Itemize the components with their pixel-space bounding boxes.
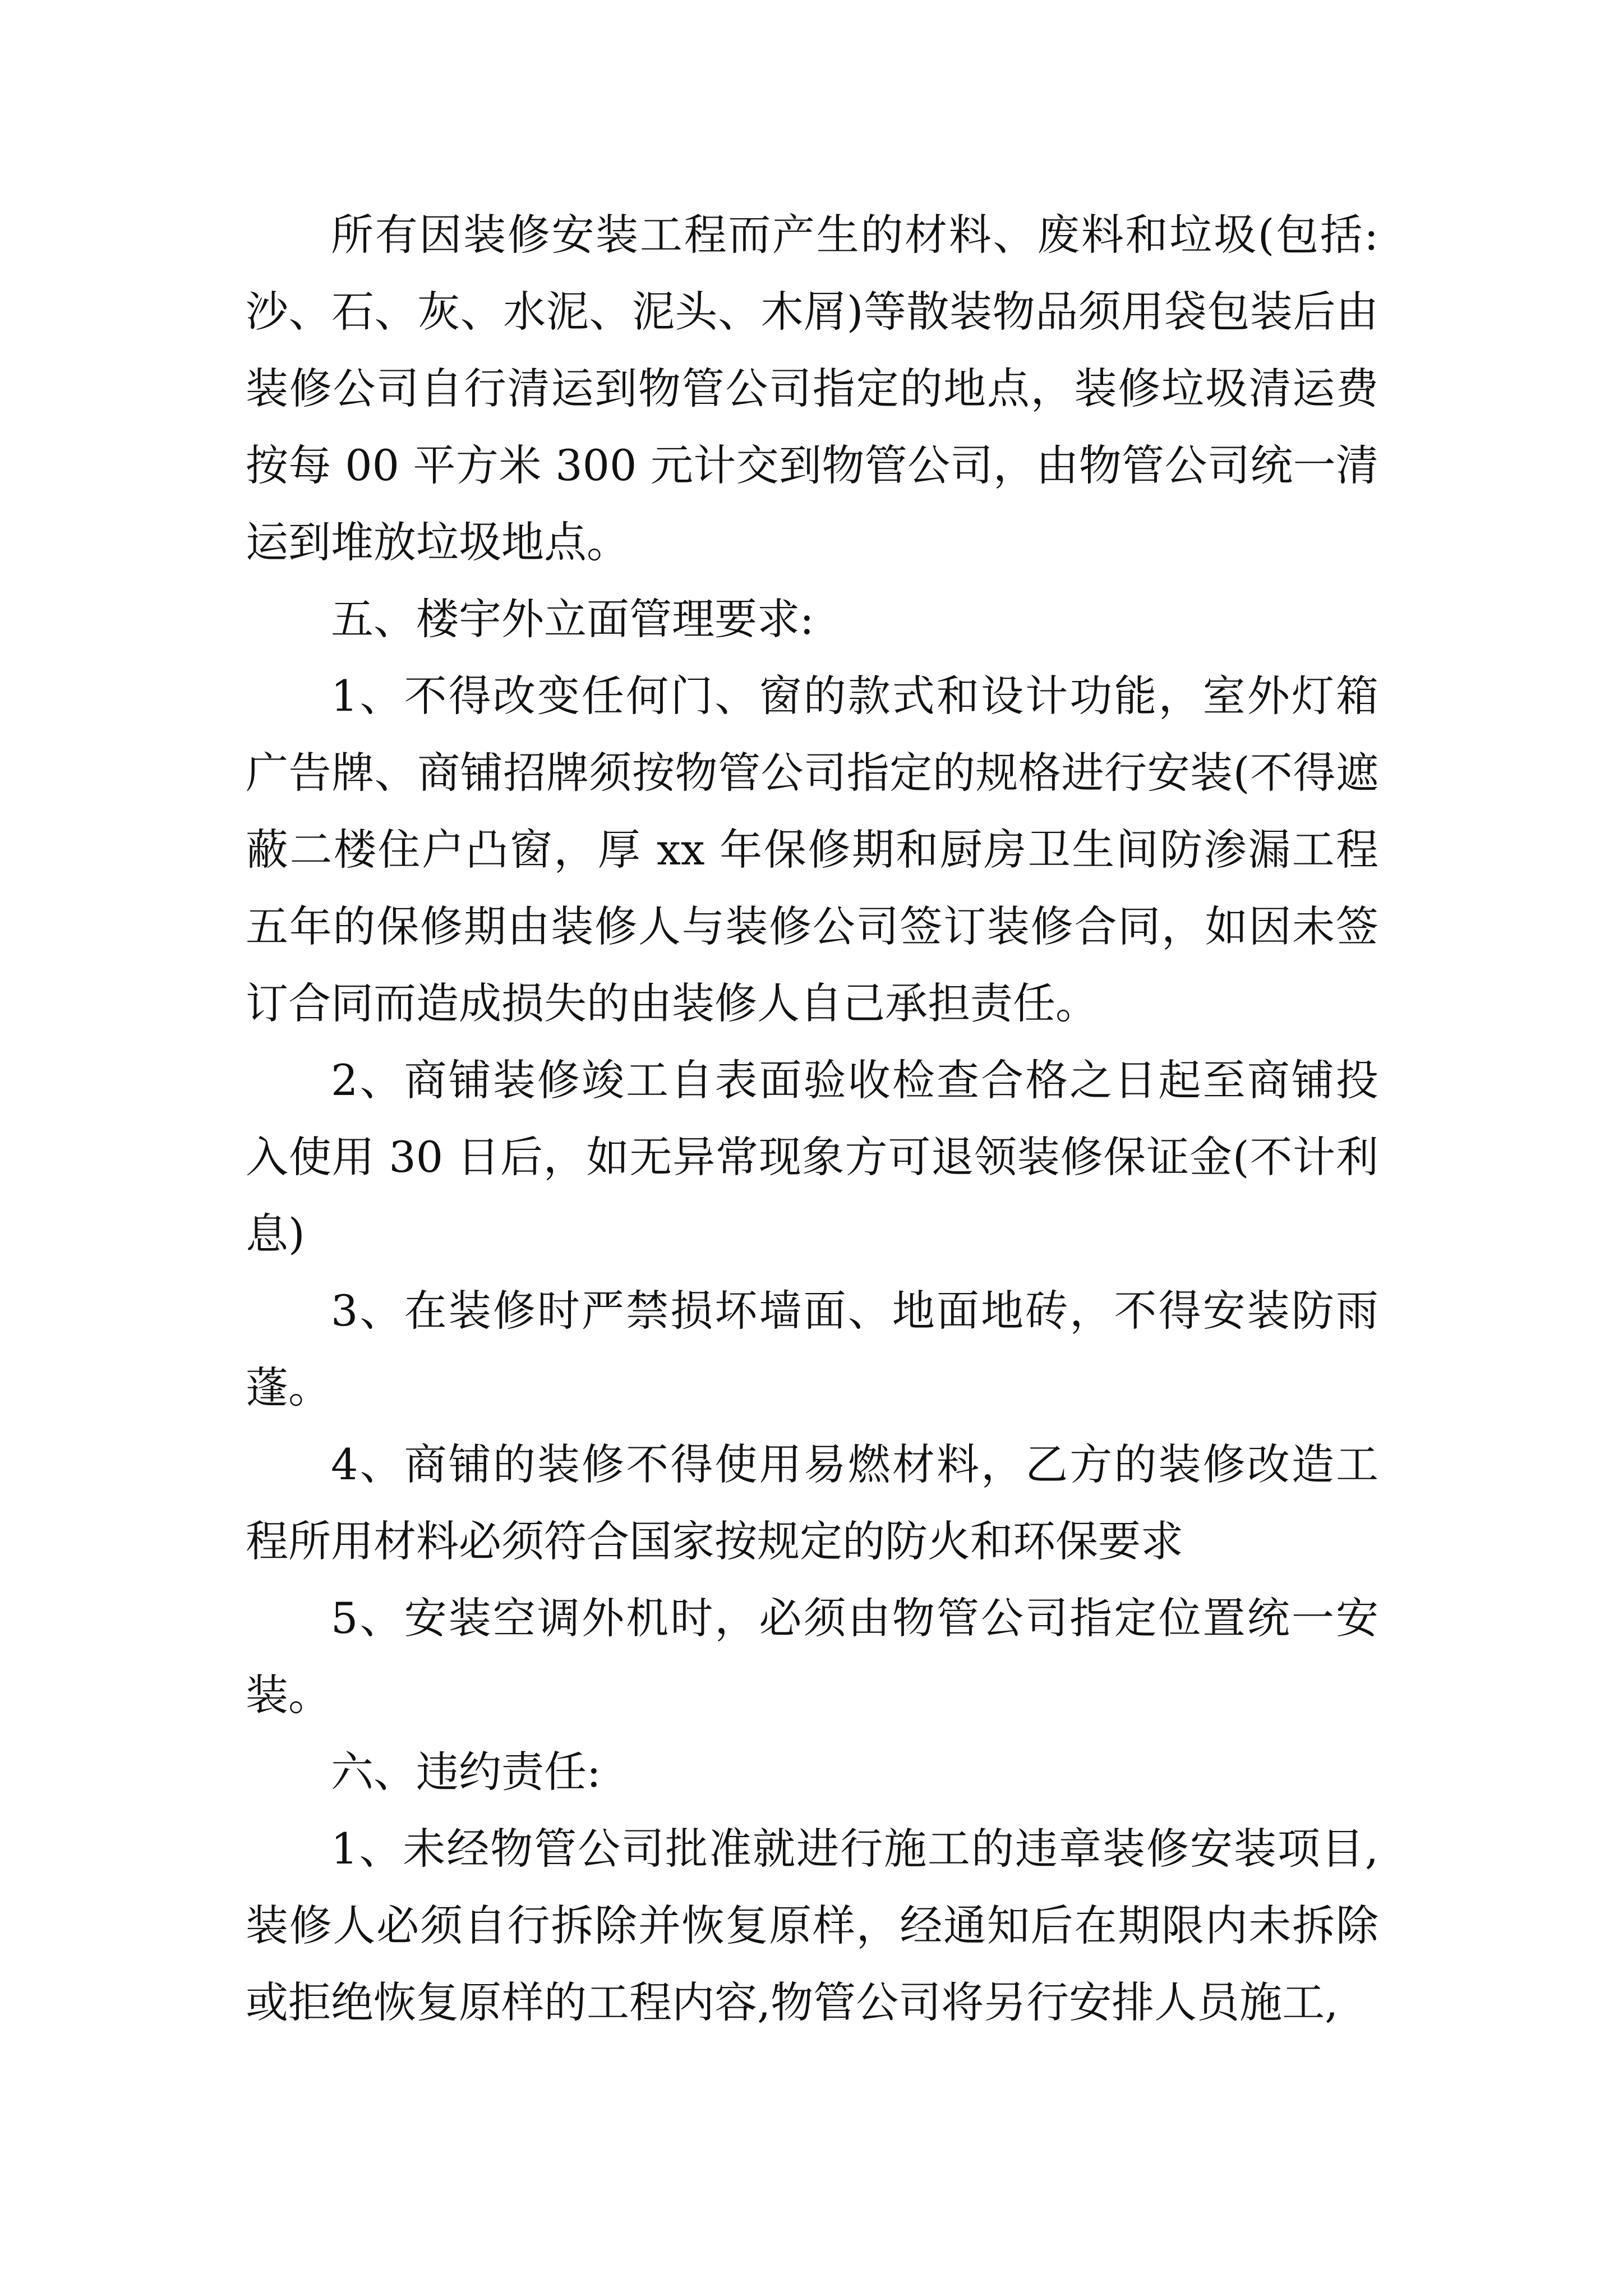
section-heading-liability: 六、违约责任:: [331, 1747, 601, 1797]
paragraph-facade-item-2: 2、商铺装修竣工自表面验收检查合格之日起至商铺投入使用 30 日后，如无异常现象方可退领装修保证金(不计利息): [246, 1055, 1378, 1259]
paragraph-facade-item-3: 3、在装修时严禁损坏墙面、地面地砖，不得安装防雨蓬。: [246, 1286, 1378, 1412]
paragraph-facade-item-4: 4、商铺的装修不得使用易燃材料，乙方的装修改造工程所用材料必须符合国家按规定的防火和环保要求: [246, 1439, 1378, 1566]
paragraph-facade-item-1: 1、不得改变任何门、窗的款式和设计功能，室外灯箱广告牌、商铺招牌须按物管公司指定的规格进行安装(不得遮蔽二楼住户凸窗，厚 xx 年保修期和厨房卫生间防渗漏工程五年的保修期由装修人与装修公司签订装修合同，如因未签订合同而造成损失的由装修人自己承担责任。: [246, 671, 1378, 1028]
section-heading-facade-requirements: 五、楼宇外立面管理要求:: [331, 594, 814, 644]
document-body: [246, 196, 1378, 2041]
paragraph-liability-item-1: 1、未经物管公司批准就进行施工的违章装修安装项目,装修人必须自行拆除并恢复原样，经通知后在期限内未拆除或拒绝恢复原样的工程内容,物管公司将另行安排人员施工,: [246, 1824, 1378, 2027]
paragraph-facade-item-5: 5、安装空调外机时，必须由物管公司指定位置统一安装。: [246, 1593, 1378, 1720]
paragraph-waste-disposal: 所有因装修安装工程而产生的材料、废料和垃圾(包括:沙、石、灰、水泥、泥头、木屑)等散装物品须用袋包装后由装修公司自行清运到物管公司指定的地点，装修垃圾清运费按每 00 平方米 300 元计交到物管公司，由物管公司统一清运到堆放垃圾地点。: [246, 210, 1378, 567]
